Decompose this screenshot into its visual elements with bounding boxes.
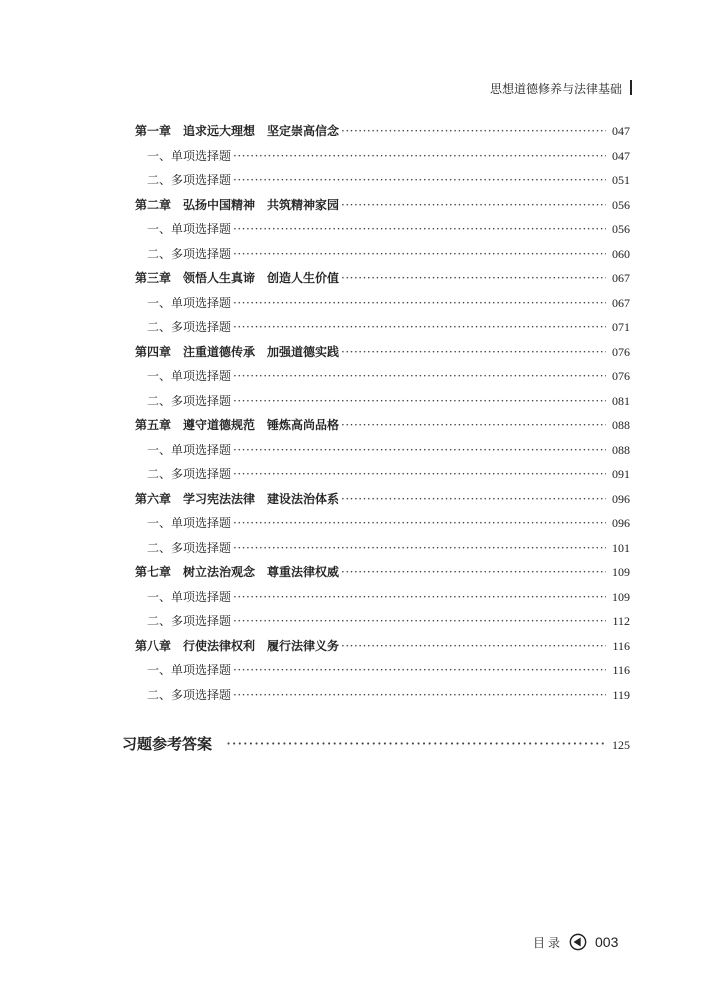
toc-chapter-row[interactable] (135, 636, 630, 656)
toc-leader-dots (233, 464, 606, 484)
toc-appendix-page: 125 (612, 738, 630, 752)
toc-leader-dots (233, 293, 606, 313)
toc-page-number: 076 (612, 344, 630, 359)
page-footer (533, 932, 618, 952)
toc-page-number: 067 (612, 271, 630, 285)
toc-section-row[interactable] (147, 464, 630, 484)
toc-leader-dots (233, 317, 606, 337)
toc-leader-dots (233, 513, 606, 533)
toc-section-row[interactable] (147, 685, 630, 705)
toc-page-number: 047 (612, 148, 630, 163)
toc-page-number: 060 (612, 246, 630, 261)
toc-page-number: 101 (612, 540, 630, 555)
toc-section-title: 二、多项选择题 (147, 687, 232, 702)
toc-page-number: 071 (612, 320, 630, 334)
toc-section-title: 二、多项选择题 (147, 320, 232, 334)
toc-section-row[interactable] (147, 170, 630, 190)
toc-leader-dots (233, 244, 606, 264)
footer-section-label: 目录 (533, 935, 564, 950)
toc-chapter-row[interactable] (135, 268, 630, 288)
toc-leader-dots (341, 415, 606, 435)
toc-section-title: 一、单项选择题 (147, 442, 232, 457)
toc-leader-dots (341, 562, 606, 582)
toc-chapter-title: 第五章 遵守道德规范 锤炼高尚品格 (135, 418, 340, 432)
toc-chapter-row[interactable] (135, 342, 630, 362)
toc-page-number: 112 (612, 614, 630, 628)
left-arrow-circle-icon (569, 933, 587, 951)
toc-appendix-title: 习题参考答案 (122, 735, 213, 753)
toc-chapter-row[interactable] (135, 415, 630, 435)
toc-section-title: 二、多项选择题 (147, 246, 232, 261)
toc-leader-dots (341, 489, 606, 509)
toc-section-row[interactable] (147, 391, 630, 411)
toc-leader-dots (233, 170, 606, 190)
toc-page-number: 119 (612, 687, 630, 702)
toc-section-title: 二、多项选择题 (147, 393, 232, 408)
toc-leader-dots (233, 440, 606, 460)
toc-page-number: 116 (612, 663, 630, 677)
page-number: 003 (595, 934, 619, 950)
toc-leader-dots (233, 366, 606, 386)
toc-page-number: 091 (612, 467, 630, 481)
toc-section-title: 二、多项选择题 (147, 614, 232, 628)
toc-page-number: 088 (612, 418, 630, 432)
toc-page-number: 051 (612, 173, 630, 187)
running-header-title: 思想道德修养与法律基础 (489, 82, 622, 96)
toc-page-number: 076 (612, 369, 630, 383)
toc-page-number: 056 (612, 197, 630, 212)
toc-leader-dots (233, 611, 606, 631)
toc-section-title: 一、单项选择题 (147, 222, 232, 236)
toc-section-row[interactable] (147, 611, 630, 631)
toc-section-title: 一、单项选择题 (147, 148, 232, 163)
toc-section-title: 二、多项选择题 (147, 540, 232, 555)
toc-section-row[interactable] (147, 440, 630, 460)
toc-section-title: 一、单项选择题 (147, 295, 232, 310)
toc-leader-dots (233, 219, 606, 239)
toc-chapter-title: 第六章 学习宪法法律 建设法治体系 (135, 491, 340, 506)
toc-section-title: 二、多项选择题 (147, 173, 232, 187)
header-divider (630, 80, 632, 95)
toc-section-title: 一、单项选择题 (147, 663, 232, 677)
toc-page-number: 109 (612, 565, 630, 579)
toc-section-row[interactable] (147, 317, 630, 337)
toc-chapter-title: 第一章 追求远大理想 坚定崇高信念 (135, 124, 340, 138)
toc-page-number: 109 (612, 589, 630, 604)
toc-section-row[interactable] (147, 660, 630, 680)
toc-leader-dots (233, 391, 606, 411)
toc-section-row[interactable] (147, 513, 630, 533)
toc-chapter-title: 第八章 行使法律权利 履行法律义务 (135, 638, 340, 653)
toc-appendix-row[interactable] (122, 733, 630, 755)
toc-section-row[interactable] (147, 366, 630, 386)
toc-chapter-row[interactable] (135, 121, 630, 141)
toc-page-number: 056 (612, 222, 630, 236)
toc-section-row[interactable] (147, 587, 630, 607)
toc-leader-dots (226, 733, 606, 755)
toc-leader-dots (233, 538, 606, 558)
toc-chapter-row[interactable] (135, 195, 630, 215)
toc-leader-dots (233, 146, 606, 166)
toc-section-row[interactable] (147, 219, 630, 239)
toc-section-title: 一、单项选择题 (147, 589, 232, 604)
toc-section-title: 一、单项选择题 (147, 369, 232, 383)
toc-leader-dots (341, 121, 606, 141)
toc-leader-dots (233, 685, 606, 705)
toc-chapter-row[interactable] (135, 489, 630, 509)
toc-page-number: 067 (612, 295, 630, 310)
toc-leader-dots (341, 195, 606, 215)
toc-leader-dots (341, 268, 606, 288)
toc-page-number: 088 (612, 442, 630, 457)
toc-section-title: 一、单项选择题 (147, 516, 232, 530)
toc-chapter-title: 第二章 弘扬中国精神 共筑精神家园 (135, 197, 340, 212)
toc-page-number: 096 (612, 516, 630, 530)
toc-page-number: 081 (612, 393, 630, 408)
toc-page-number: 096 (612, 491, 630, 506)
toc-chapter-title: 第四章 注重道德传承 加强道德实践 (135, 344, 340, 359)
toc-section-row[interactable] (147, 244, 630, 264)
toc-leader-dots (233, 660, 606, 680)
toc-chapter-row[interactable] (135, 562, 630, 582)
toc-page-number: 116 (612, 638, 630, 653)
toc-section-row[interactable] (147, 293, 630, 313)
toc-section-title: 二、多项选择题 (147, 467, 232, 481)
toc-section-row[interactable] (147, 146, 630, 166)
toc-chapter-title: 第七章 树立法治观念 尊重法律权威 (135, 565, 340, 579)
toc-leader-dots (341, 636, 606, 656)
toc-leader-dots (233, 587, 606, 607)
toc-section-row[interactable] (147, 538, 630, 558)
toc-chapter-title: 第三章 领悟人生真谛 创造人生价值 (135, 271, 340, 285)
toc-page-number: 047 (612, 124, 630, 138)
toc-leader-dots (341, 342, 606, 362)
